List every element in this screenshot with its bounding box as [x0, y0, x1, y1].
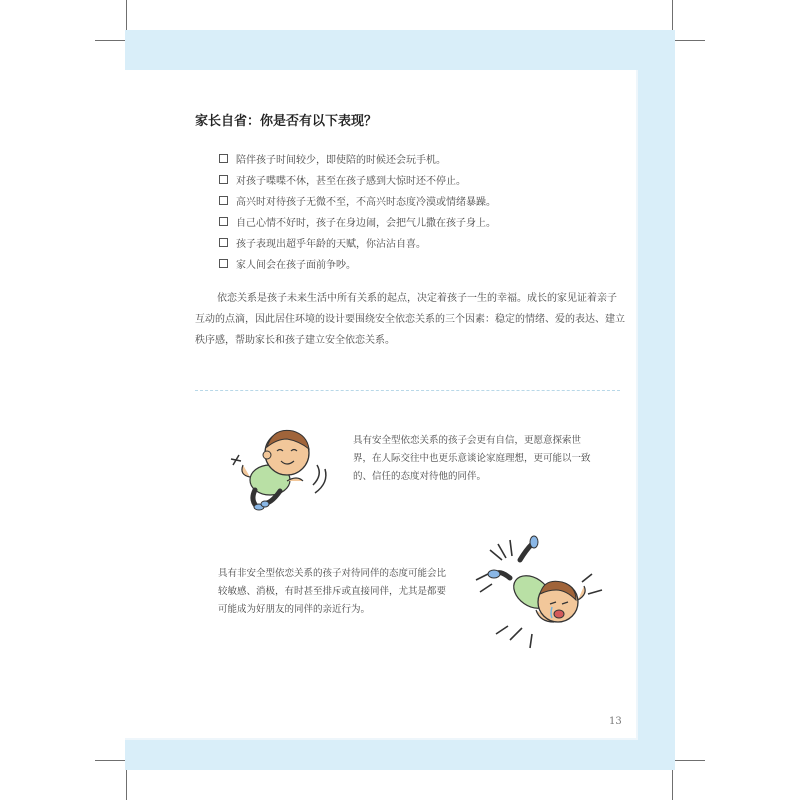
section-divider — [195, 390, 620, 391]
checkbox-icon[interactable] — [219, 175, 228, 184]
page-number: 13 — [609, 716, 622, 727]
checkbox-icon[interactable] — [219, 259, 228, 268]
checklist-item-text: 家人间会在孩子面前争吵。 — [236, 260, 356, 271]
checklist-item[interactable] — [219, 211, 619, 232]
checklist-item[interactable] — [219, 148, 619, 169]
secure-attachment-caption: 具有安全型依恋关系的孩子会更有自信，更愿意探索世界，在人际交往中也更乐意谈论家庭理想，更可能以一致的、信任的态度对待他的同伴。 — [353, 435, 591, 482]
checklist-item-text: 对孩子喋喋不休，甚至在孩子感到大惊时还不停止。 — [236, 176, 466, 187]
self-check-list — [219, 148, 619, 274]
section-heading: 家长自省：你是否有以下表现？ — [195, 114, 378, 129]
checklist-item[interactable] — [219, 169, 619, 190]
crying-baby-illustration — [470, 530, 610, 660]
checklist-item[interactable] — [219, 190, 619, 211]
checklist-item-text: 高兴时对待孩子无微不至，不高兴时态度冷漠或情绪暴躁。 — [236, 197, 496, 208]
checkbox-icon[interactable] — [219, 154, 228, 163]
body-paragraph: 依恋关系是孩子未来生活中所有关系的起点，决定着孩子一生的幸福。成长的家见证着亲子互动的点滴，因此居住环境的设计要围绕安全依恋关系的三个因素：稳定的情绪、爱的表达、建立秩序感，帮助家长和孩子建立安全依恋关系。 — [195, 293, 625, 346]
checklist-item-text: 孩子表现出超乎年龄的天赋，你沾沾自喜。 — [236, 239, 426, 250]
checkbox-icon[interactable] — [219, 238, 228, 247]
checklist-item-text: 陪伴孩子时间较少，即使陪的时候还会玩手机。 — [236, 155, 446, 166]
book-page — [125, 70, 638, 740]
checklist-item-text: 自己心情不好时，孩子在身边闹，会把气儿撒在孩子身上。 — [236, 218, 496, 229]
checklist-item[interactable] — [219, 253, 619, 274]
happy-baby-illustration — [225, 415, 335, 515]
checkbox-icon[interactable] — [219, 217, 228, 226]
checklist-item[interactable] — [219, 232, 619, 253]
insecure-attachment-caption: 具有非安全型依恋关系的孩子对待同伴的态度可能会比较敏感、消极，有时甚至排斥或直接同伴，尤其是都要可能成为好朋友的同伴的亲近行为。 — [218, 568, 447, 615]
checkbox-icon[interactable] — [219, 196, 228, 205]
